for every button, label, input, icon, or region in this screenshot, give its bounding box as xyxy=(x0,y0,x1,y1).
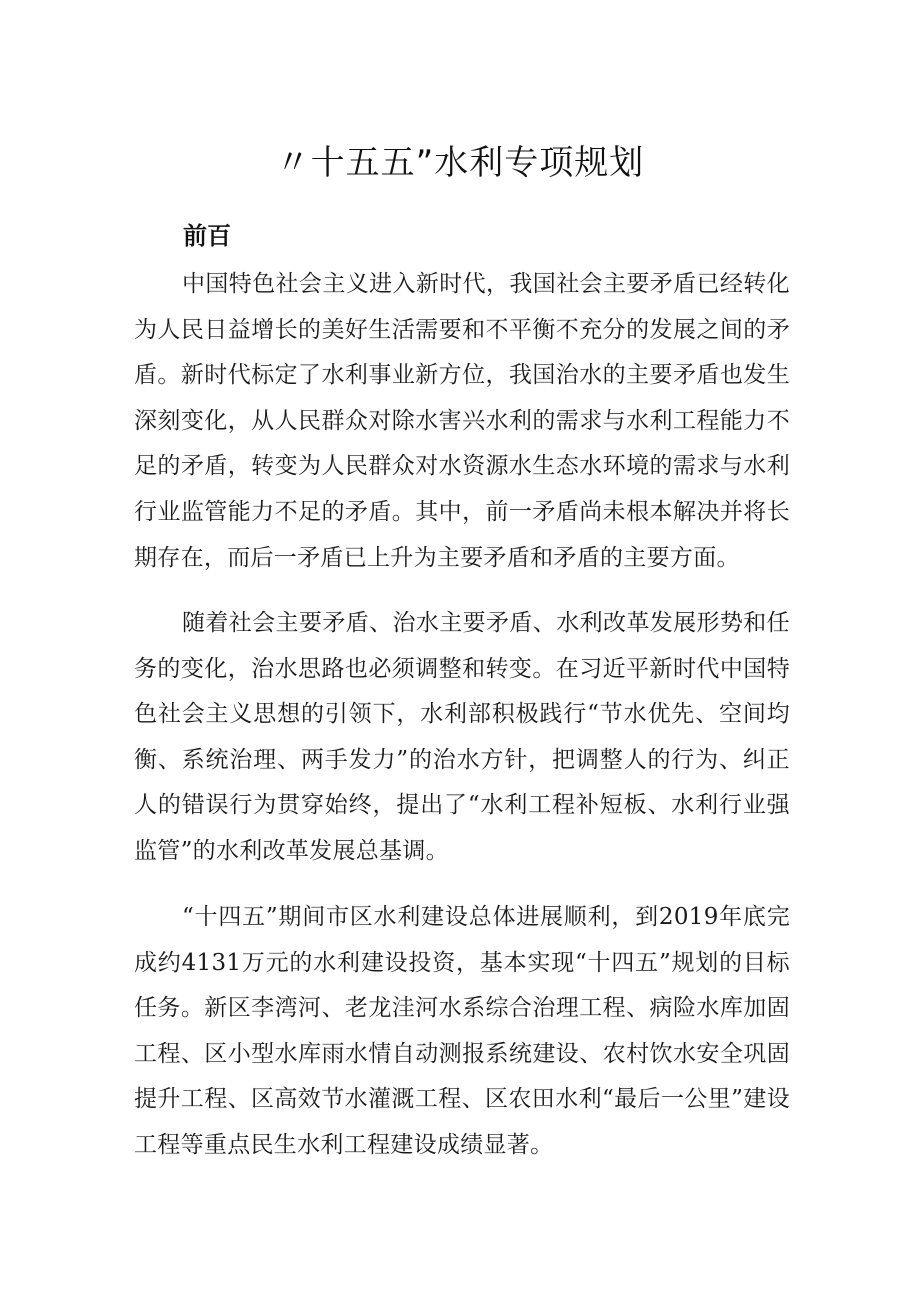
body-paragraph-1: 中国特色社会主义进入新时代，我国社会主要矛盾已经转化为人民日益增长的美好生活需要和不平衡不充分的发展之间的矛盾。新时代标定了水利事业新方位，我国治水的主要矛盾也发生深刻变化，从人民群众对除水害兴水利的需求与水利工程能力不足的矛盾，转变为人民群众对水资源水生态水环境的需求与水利行业监管能力不足的矛盾。其中，前一矛盾尚未根本解决并将长期存在，而后一矛盾已上升为主要矛盾和矛盾的主要方面。 xyxy=(134,271,790,571)
body-paragraph-2: 随着社会主要矛盾、治水主要矛盾、水利改革发展形势和任务的变化，治水思路也必须调整和转变。在习近平新时代中国特色社会主义思想的引领下，水利部积极践行“节水优先、空间均衡、系统治理、两手发力”的治水方针，把调整人的行为、纠正人的错误行为贯穿始终，提出了“水利工程补短板、水利行业强监管”的水利改革发展总基调。 xyxy=(134,610,790,864)
section-heading-preface: 前百 xyxy=(183,222,231,250)
document-title: 〃十五五”水利专项规划 xyxy=(275,142,645,183)
body-paragraph-3: “十四五”期间市区水利建设总体进展顺利，到2019年底完成约4131万元的水利建设投资，基本实现“十四五”规划的目标任务。新区李湾河、老龙洼河水系综合治理工程、病险水库加固工程、区小型水库雨水情自动测报系统建设、农村饮水安全巩固提升工程、区高效节水灌溉工程、区农田水利“最后一公里”建设工程等重点民生水利工程建设成绩显著。 xyxy=(134,904,790,1158)
